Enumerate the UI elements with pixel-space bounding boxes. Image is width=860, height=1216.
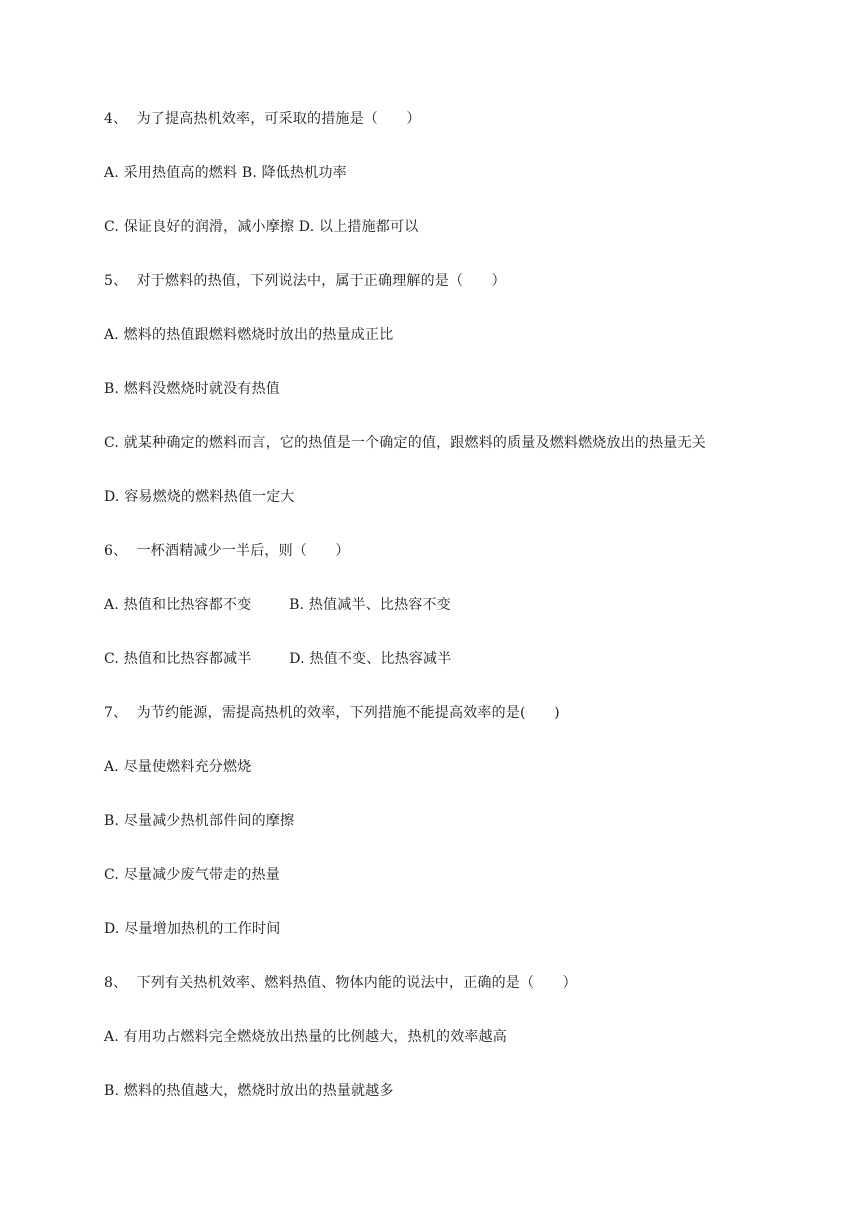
- question-5-option-d: D. 容易燃烧的燃料热值一定大: [104, 489, 295, 505]
- question-5-stem: 5、 对于燃料的热值，下列说法中，属于正确理解的是（ ）: [104, 273, 506, 289]
- question-4-options-ab: A. 采用热值高的燃料 B. 降低热机功率: [104, 165, 347, 181]
- question-7-stem: 7、 为节约能源，需提高热机的效率，下列措施不能提高效率的是( ): [104, 705, 560, 721]
- question-6-options-ab: A. 热值和比热容都不变 B. 热值减半、比热容不变: [104, 597, 451, 613]
- question-5-option-b: B. 燃料没燃烧时就没有热值: [104, 381, 280, 397]
- question-8-option-a: A. 有用功占燃料完全燃烧放出热量的比例越大，热机的效率越高: [104, 1029, 508, 1045]
- question-5-option-c: C. 就某种确定的燃料而言，它的热值是一个确定的值，跟燃料的质量及燃料燃烧放出的热量无关: [104, 435, 706, 451]
- question-7-option-b: B. 尽量减少热机部件间的摩擦: [104, 813, 295, 829]
- question-6-stem: 6、 一杯酒精减少一半后，则（ ）: [104, 543, 350, 559]
- question-5-option-a: A. 燃料的热值跟燃料燃烧时放出的热量成正比: [104, 327, 394, 343]
- question-7-option-d: D. 尽量增加热机的工作时间: [104, 921, 281, 937]
- question-8-stem: 8、 下列有关热机效率、燃料热值、物体内能的说法中，正确的是（ ）: [104, 975, 577, 991]
- question-4-stem: 4、 为了提高热机效率，可采取的措施是（ ）: [104, 111, 421, 127]
- question-7-option-c: C. 尽量减少废气带走的热量: [104, 867, 280, 883]
- question-4-options-cd: C. 保证良好的润滑，减小摩擦 D. 以上措施都可以: [104, 219, 419, 235]
- question-8-option-b: B. 燃料的热值越大，燃烧时放出的热量就越多: [104, 1083, 394, 1099]
- question-7-option-a: A. 尽量使燃料充分燃烧: [104, 759, 252, 775]
- question-6-options-cd: C. 热值和比热容都减半 D. 热值不变、比热容减半: [104, 651, 452, 667]
